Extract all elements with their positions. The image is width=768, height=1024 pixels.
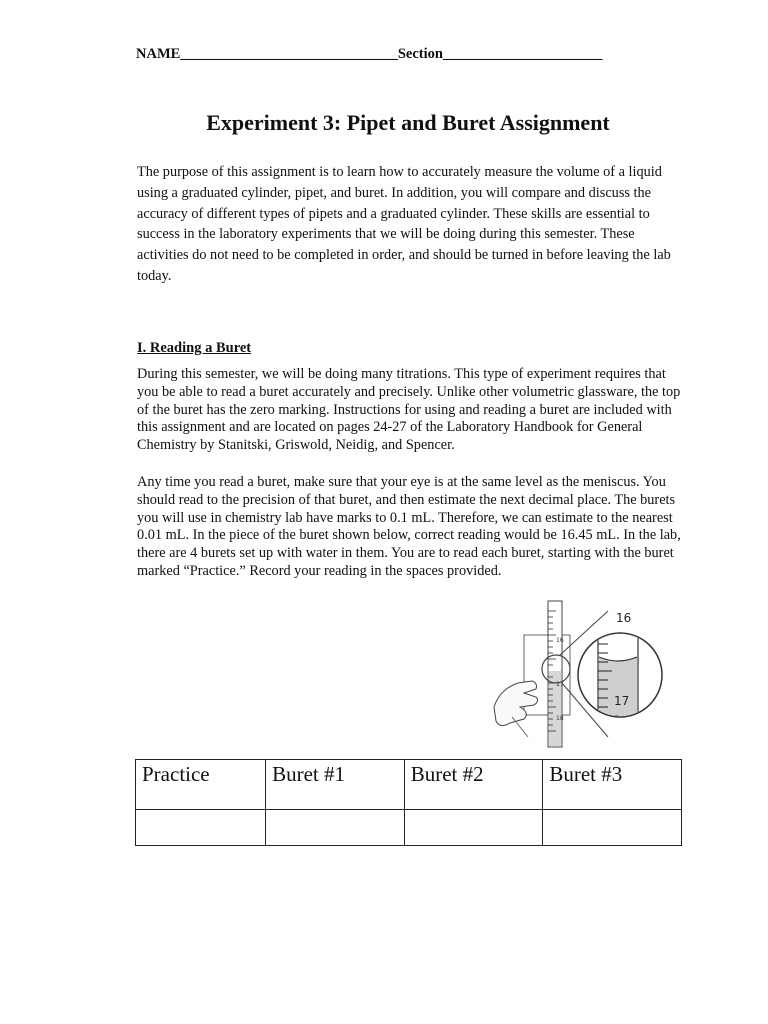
- answer-cell-buret-2[interactable]: [404, 810, 543, 846]
- header-buret-3: Buret #3: [543, 760, 682, 810]
- section-blank: ______________________: [442, 46, 603, 62]
- buret-label-17: 17: [556, 681, 564, 688]
- answer-cell-practice[interactable]: [136, 810, 266, 846]
- intro-paragraph: The purpose of this assignment is to learn how to accurately measure the volume of a liquid using a graduated cylinder, pipet, and buret. In addition, you will compare and discuss the accuracy of different types of pipets and a graduated cylinder. These skills are essential to success in the laboratory experiments that we will be doing during this semester. These activities do not need to be completed in order, and should be turned in before leaving the lab today.: [137, 164, 671, 284]
- page-title: Experiment 3: Pipet and Buret Assignment: [206, 110, 610, 135]
- table-header-row: [136, 760, 682, 810]
- section-heading-reading-buret: I. Reading a Buret: [137, 340, 252, 356]
- buret-paragraph-1: During this semester, we will be doing many titrations. This type of experiment requires that you be able to read a buret accurately and precisely. Unlike other volumetric glassware, the top of the buret has the zero marking. Instructions for using and reading a buret are included with this assignment and are located on pages 24-27 of the Laboratory Handbook for General Chemistry by Stanitski, Griswold, Neidig, and Spencer.: [137, 366, 681, 454]
- buret-readings-table: [135, 759, 682, 846]
- name-blank: ______________________________: [180, 46, 398, 62]
- table-row: [136, 810, 682, 846]
- buret-paragraph-2: Any time you read a buret, make sure that your eye is at the same level as the meniscus. You should read to the precision of that buret, and then estimate the next decimal place. The burets you will use in chemistry lab have marks to 0.1 mL. Therefore, we can estimate to the nearest 0.01 mL. In the piece of the buret shown below, correct reading would be 16.45 mL. In the lab, there are 4 burets set up with water in them. You are to read each buret, starting with the buret marked “Practice.” Record your reading in the spaces provided.: [137, 474, 681, 579]
- zoom-label-17: 17: [614, 694, 630, 708]
- answer-cell-buret-3[interactable]: [543, 810, 682, 846]
- zoom-label-16: 16: [616, 611, 632, 625]
- header-buret-2: Buret #2: [404, 760, 543, 810]
- header-buret-1: Buret #1: [266, 760, 405, 810]
- buret-label-16: 16: [556, 637, 564, 644]
- header-practice: Practice: [136, 760, 266, 810]
- name-label: NAME: [136, 46, 181, 62]
- section-label: Section: [397, 46, 443, 62]
- name-section-line: [136, 46, 602, 63]
- answer-cell-buret-1[interactable]: [266, 810, 405, 846]
- buret-illustration: [490, 597, 670, 749]
- buret-label-18: 18: [556, 715, 564, 722]
